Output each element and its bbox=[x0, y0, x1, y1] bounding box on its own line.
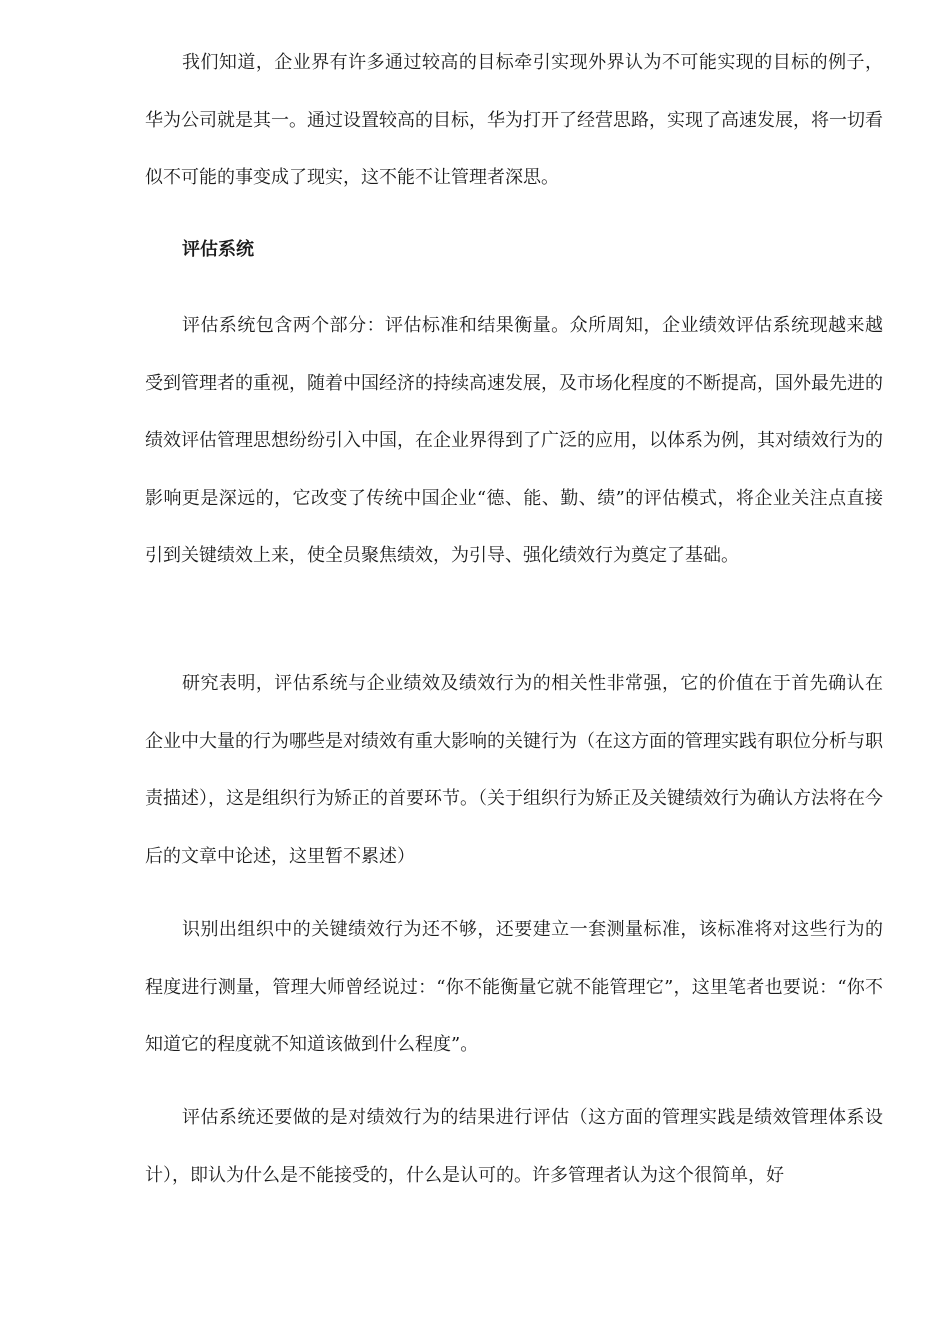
body-paragraph: 研究表明，评估系统与企业绩效及绩效行为的相关性非常强，它的价值在于首先确认在企业中大量的行为哪些是对绩效有重大影响的关键行为（在这方面的管理实践有职位分析与职责描述），这是组织行为矫正的首要环节。（关于组织行为矫正及关键绩效行为确认方法将在今后的文章中论述，这里暂不累述） bbox=[145, 673, 883, 867]
body-paragraph: 评估系统包含两个部分：评估标准和结果衡量。众所周知，企业绩效评估系统现越来越受到管理者的重视，随着中国经济的持续高速发展，及市场化程度的不断提高，国外最先进的绩效评估管理思想纷纷引入中国，在企业界得到了广泛的应用，以体系为例，其对绩效行为的影响更是深远的，它改变了传统中国企业“德、能、勤、绩”的评估模式，将企业关注点直接引到关键绩效上来，使全员聚焦绩效，为引导、强化绩效行为奠定了基础。 bbox=[145, 315, 883, 566]
body-paragraph: 识别出组织中的关键绩效行为还不够，还要建立一套测量标准，该标准将对这些行为的程度进行测量，管理大师曾经说过：“你不能衡量它就不能管理它”，这里笔者也要说：“你不知道它的程度就不知道该做到什么程度”。 bbox=[145, 919, 883, 1055]
body-paragraph: 评估系统还要做的是对绩效行为的结果进行评估（这方面的管理实践是绩效管理体系设计），即认为什么是不能接受的，什么是认可的。许多管理者认为这个很简单，好 bbox=[145, 1107, 883, 1186]
section-heading: 评估系统 bbox=[182, 239, 254, 260]
body-paragraph: 我们知道，企业界有许多通过较高的目标牵引实现外界认为不可能实现的目标的例子，华为公司就是其一。通过设置较高的目标，华为打开了经营思路，实现了高速发展，将一切看似不可能的事变成了现实，这不能不让管理者深思。 bbox=[145, 52, 883, 188]
